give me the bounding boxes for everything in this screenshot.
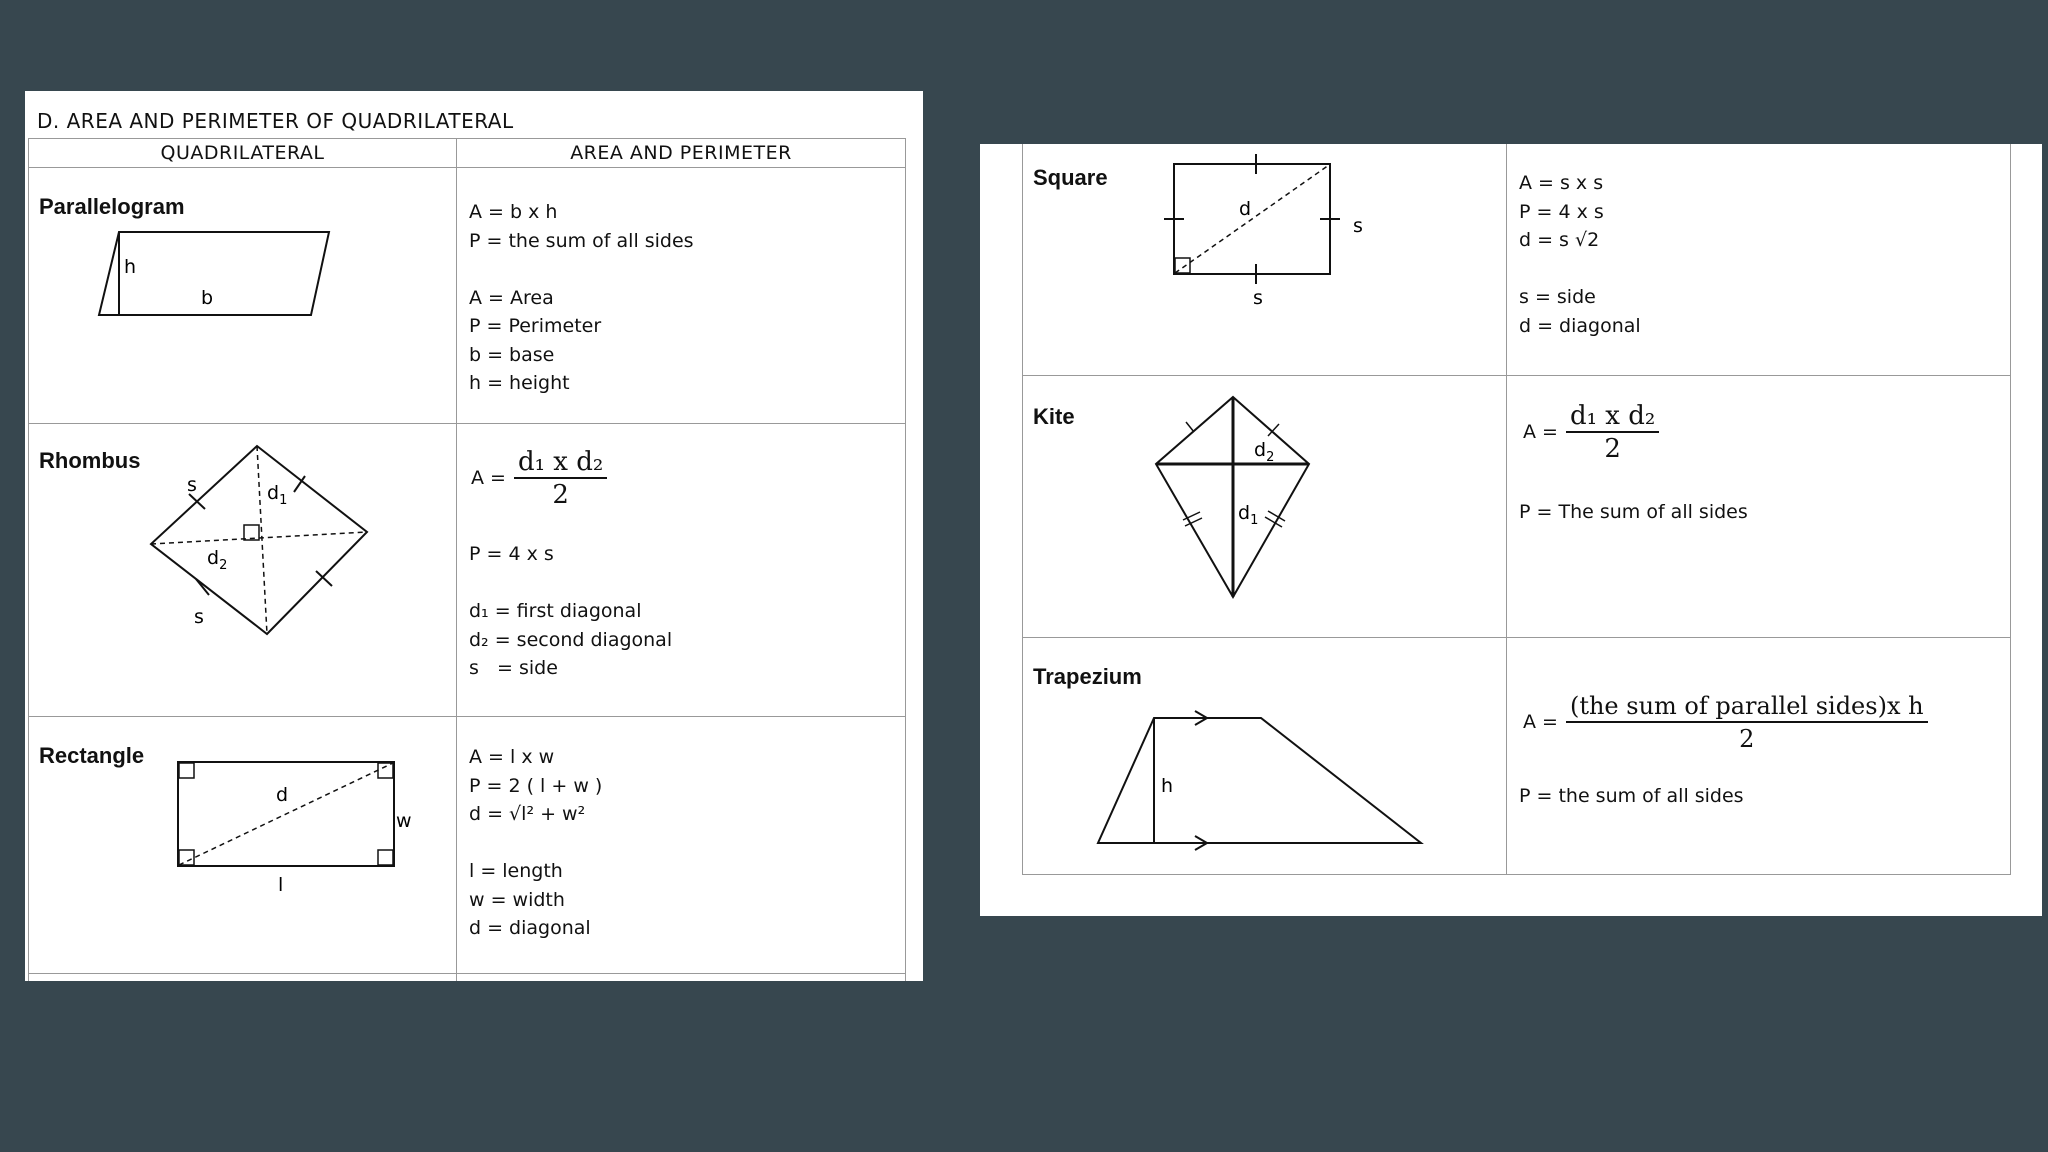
- formula-square: [1519, 169, 1641, 340]
- formula-cell-rhombus: [457, 424, 906, 717]
- shape-cell-parallelogram: [29, 168, 457, 424]
- formula-line: [469, 569, 672, 598]
- formula-line: s = side: [1519, 286, 1596, 308]
- rhombus-figure: [29, 424, 457, 716]
- shape-cell-square: [1023, 144, 1507, 376]
- formula-line: P = 4 x s: [469, 543, 554, 565]
- label-s-bottom: s: [194, 606, 204, 628]
- table-row-rhombus: [29, 424, 906, 717]
- fraction-denominator: 2: [1604, 433, 1621, 464]
- formula-line: P = the sum of all sides: [469, 229, 694, 252]
- formula-line: A = s x s: [1519, 172, 1604, 194]
- label-d2: $d_2$: [207, 547, 228, 573]
- shape-cell-trapezium: [1023, 638, 1507, 875]
- table-row-rectangle: [29, 717, 906, 974]
- formula-line: d₁ = first diagonal: [469, 600, 642, 622]
- formula-line: [469, 255, 694, 284]
- table-row-trapezium: [1023, 638, 2011, 875]
- formula-line: A = Area: [469, 286, 554, 309]
- label-d2: $d_2$: [1254, 439, 1275, 465]
- formula-cell-rectangle: [457, 717, 906, 974]
- shape-name-rectangle: Rectangle: [39, 743, 145, 768]
- label-s-right: s: [1353, 215, 1363, 237]
- table-row-next: [29, 974, 906, 982]
- fraction-denominator: 2: [1739, 724, 1755, 753]
- rectangle-figure: [29, 717, 457, 973]
- label-w: w: [396, 810, 412, 832]
- formula-line: d₂ = second diagonal: [469, 628, 673, 651]
- shape-name-parallelogram: Parallelogram: [39, 194, 185, 219]
- fraction-numerator: (the sum of parallel sides)x h: [1566, 692, 1928, 723]
- formula-line: P = the sum of all sides: [1519, 785, 1744, 807]
- label-l: l: [278, 874, 284, 896]
- shape-name-square: Square: [1033, 165, 1108, 190]
- formula-kite: [1519, 498, 1748, 527]
- table-row-kite: [1023, 376, 2011, 638]
- shape-name-kite: Kite: [1033, 404, 1075, 429]
- shape-name-rhombus: Rhombus: [39, 448, 141, 473]
- area-prefix: A =: [1523, 711, 1558, 734]
- quadrilateral-table-left: [28, 138, 906, 981]
- area-fraction: [1566, 692, 1928, 753]
- formula-cell-square: [1507, 144, 2011, 376]
- formula-line: w = width: [469, 888, 565, 911]
- label-h: h: [1161, 775, 1174, 797]
- formula-line: [469, 829, 602, 858]
- formula-line: d = √l² + w²: [469, 803, 586, 825]
- right-worksheet: [980, 144, 2042, 916]
- label-h: h: [124, 256, 137, 278]
- area-prefix: A =: [471, 467, 506, 490]
- shape-cell-rectangle: [29, 717, 457, 974]
- formula-line: b = base: [469, 343, 555, 366]
- formula-line: d = s √2: [1519, 229, 1600, 251]
- worksheet-title: D. AREA AND PERIMETER OF QUADRILATERAL: [37, 109, 514, 133]
- formula-line: h = height: [469, 372, 570, 394]
- label-s-top: s: [187, 474, 197, 496]
- formula-line: A = l x w: [469, 746, 555, 768]
- formula-rectangle: [469, 743, 602, 943]
- shape-cell-rhombus: [29, 424, 457, 717]
- label-d: d: [276, 784, 289, 806]
- formula-line: d = diagonal: [469, 917, 591, 939]
- table-header-row: [29, 139, 906, 168]
- formula-cell-kite: [1507, 376, 2011, 638]
- formula-trapezium: [1519, 782, 1744, 811]
- header-quadrilateral: QUADRILATERAL: [29, 139, 457, 168]
- label-b: b: [201, 287, 214, 309]
- label-s-bottom: s: [1253, 287, 1263, 309]
- formula-line: P = 2 ( l + w ): [469, 774, 603, 797]
- quadrilateral-table-right: [1022, 144, 2011, 875]
- formula-cell-parallelogram: [457, 168, 906, 424]
- fraction-numerator: d₁ x d₂: [1566, 402, 1659, 433]
- area-fraction: [1566, 402, 1659, 463]
- square-figure: [1023, 144, 1507, 375]
- shape-name-trapezium: Trapezium: [1033, 664, 1142, 689]
- label-d1: $d_1$: [1238, 502, 1259, 528]
- trapezium-area-formula: [1523, 692, 1928, 753]
- rhombus-area-formula: [471, 448, 607, 509]
- label-d1: $d_1$: [267, 482, 288, 508]
- formula-line: [1519, 255, 1641, 284]
- kite-figure: [1023, 376, 1507, 637]
- formula-line: A = b x h: [469, 201, 558, 223]
- shape-cell-kite: [1023, 376, 1507, 638]
- formula-line: P = The sum of all sides: [1519, 501, 1748, 523]
- formula-line: P = Perimeter: [469, 315, 602, 337]
- area-fraction: [514, 448, 607, 509]
- trapezium-figure: [1023, 638, 1507, 874]
- formula-line: P = 4 x s: [1519, 200, 1604, 223]
- table-row-parallelogram: [29, 168, 906, 424]
- fraction-denominator: 2: [552, 479, 569, 510]
- kite-area-formula: [1523, 402, 1659, 463]
- table-row-square: [1023, 144, 2011, 376]
- label-d: d: [1239, 198, 1252, 220]
- formula-line: d = diagonal: [1519, 314, 1641, 337]
- header-area-perimeter: AREA AND PERIMETER: [457, 139, 906, 168]
- fraction-numerator: d₁ x d₂: [514, 448, 607, 479]
- formula-line: s = side: [469, 657, 558, 679]
- area-prefix: A =: [1523, 421, 1558, 444]
- parallelogram-figure: [29, 168, 457, 423]
- formula-cell-trapezium: [1507, 638, 2011, 875]
- left-worksheet: [25, 91, 923, 981]
- formula-rhombus: [469, 540, 672, 683]
- formula-line: l = length: [469, 860, 563, 882]
- formula-parallelogram: [469, 198, 694, 398]
